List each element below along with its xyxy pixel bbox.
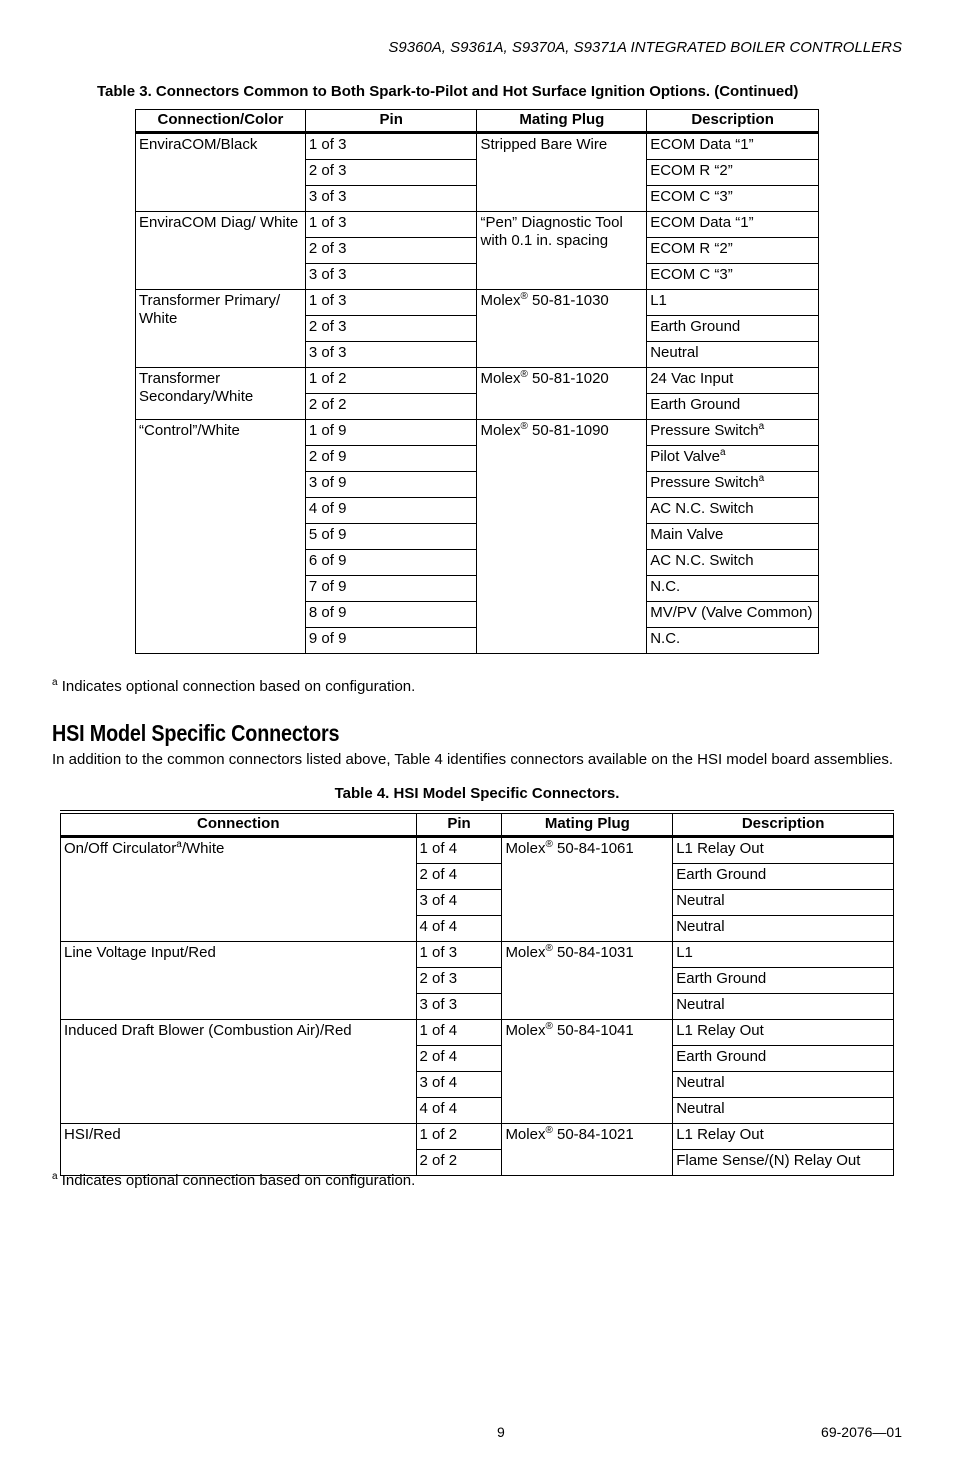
column-header: Connection/Color (136, 110, 306, 133)
hsi-connectors-table (60, 810, 894, 1176)
description-cell: Neutral (673, 916, 894, 942)
mating-plug-cell: Molex® 50-81-1020 (477, 368, 647, 420)
pin-cell: 2 of 4 (416, 1046, 502, 1072)
table-row (136, 133, 819, 160)
table-row (136, 290, 819, 316)
description-cell: N.C. (647, 628, 819, 654)
pin-cell: 9 of 9 (305, 628, 477, 654)
pin-cell: 2 of 3 (305, 160, 477, 186)
pin-cell: 3 of 3 (305, 264, 477, 290)
description-cell: Flame Sense/(N) Relay Out (673, 1150, 894, 1176)
page-number: 9 (497, 1424, 505, 1440)
pin-cell: 4 of 4 (416, 1098, 502, 1124)
table-row (61, 837, 894, 864)
table-row (136, 368, 819, 394)
description-cell: Earth Ground (673, 864, 894, 890)
pin-cell: 8 of 9 (305, 602, 477, 628)
description-cell: L1 (673, 942, 894, 968)
column-header: Connection (61, 812, 417, 837)
pin-cell: 4 of 4 (416, 916, 502, 942)
connectors-common-table (135, 109, 819, 654)
description-cell: Earth Ground (647, 394, 819, 420)
connection-cell: HSI/Red (61, 1124, 417, 1176)
mating-plug-cell: Molex® 50-81-1030 (477, 290, 647, 368)
pin-cell: 4 of 9 (305, 498, 477, 524)
mating-plug-cell: “Pen” Diagnostic Tool with 0.1 in. spacing (477, 212, 647, 290)
mating-plug-cell: Molex® 50-84-1041 (502, 1020, 673, 1124)
pin-cell: 7 of 9 (305, 576, 477, 602)
description-cell: Earth Ground (673, 968, 894, 994)
connection-cell: EnviraCOM/Black (136, 133, 306, 212)
table-row (61, 942, 894, 968)
description-cell: Neutral (673, 1072, 894, 1098)
pin-cell: 5 of 9 (305, 524, 477, 550)
description-cell: L1 Relay Out (673, 837, 894, 864)
pin-cell: 2 of 2 (416, 1150, 502, 1176)
pin-cell: 2 of 3 (305, 316, 477, 342)
description-cell: L1 Relay Out (673, 1020, 894, 1046)
mating-plug-cell: Molex® 50-84-1021 (502, 1124, 673, 1176)
mating-plug-cell: Molex® 50-84-1061 (502, 837, 673, 942)
table-row (136, 420, 819, 446)
description-cell: ECOM C “3” (647, 264, 819, 290)
pin-cell: 3 of 4 (416, 1072, 502, 1098)
description-cell: Pressure Switch$^a$ (647, 420, 819, 446)
pin-cell: 1 of 9 (305, 420, 477, 446)
description-cell: Neutral (673, 994, 894, 1020)
description-cell: Neutral (673, 890, 894, 916)
pin-cell: 3 of 9 (305, 472, 477, 498)
description-cell: N.C. (647, 576, 819, 602)
table4-caption: Table 4. HSI Model Specific Connectors. (334, 785, 620, 802)
table4-footnote: $^a$ Indicates optional connection based on configuration. (52, 1171, 416, 1189)
description-cell: AC N.C. Switch (647, 550, 819, 576)
table-header-row (61, 812, 894, 837)
description-cell: AC N.C. Switch (647, 498, 819, 524)
table3-footnote: $^a$ Indicates optional connection based on configuration. (52, 677, 416, 695)
table-row (61, 1020, 894, 1046)
pin-cell: 1 of 4 (416, 837, 502, 864)
pin-cell: 1 of 3 (305, 212, 477, 238)
description-cell: L1 (647, 290, 819, 316)
connection-cell: EnviraCOM Diag/ White (136, 212, 306, 290)
description-cell: 24 Vac Input (647, 368, 819, 394)
pin-cell: 1 of 2 (305, 368, 477, 394)
pin-cell: 3 of 3 (305, 186, 477, 212)
description-cell: L1 Relay Out (673, 1124, 894, 1150)
pin-cell: 2 of 4 (416, 864, 502, 890)
pin-cell: 1 of 3 (416, 942, 502, 968)
description-cell: Neutral (647, 342, 819, 368)
mating-plug-cell: Stripped Bare Wire (477, 133, 647, 212)
mating-plug-cell: Molex® 50-84-1031 (502, 942, 673, 1020)
description-cell: ECOM R “2” (647, 160, 819, 186)
column-header: Pin (305, 110, 477, 133)
description-cell: Pressure Switch$^a$ (647, 472, 819, 498)
pin-cell: 3 of 4 (416, 890, 502, 916)
pin-cell: 2 of 3 (416, 968, 502, 994)
pin-cell: 6 of 9 (305, 550, 477, 576)
pin-cell: 2 of 2 (305, 394, 477, 420)
connection-cell: Transformer Secondary/White (136, 368, 306, 420)
pin-cell: 1 of 3 (305, 290, 477, 316)
description-cell: ECOM Data “1” (647, 212, 819, 238)
mating-plug-cell: Molex® 50-81-1090 (477, 420, 647, 654)
description-cell: Pilot Valve$^a$ (647, 446, 819, 472)
description-cell: MV/PV (Valve Common) (647, 602, 819, 628)
description-cell: ECOM R “2” (647, 238, 819, 264)
column-header: Mating Plug (477, 110, 647, 133)
description-cell: Main Valve (647, 524, 819, 550)
connection-cell: Induced Draft Blower (Combustion Air)/Red (61, 1020, 417, 1124)
connection-cell: On/Off Circulator$^a$/White (61, 837, 417, 942)
pin-cell: 3 of 3 (416, 994, 502, 1020)
section-title: HSI Model Specific Connectors (52, 720, 340, 746)
pin-cell: 3 of 3 (305, 342, 477, 368)
section-intro: In addition to the common connectors listed above, Table 4 identifies connectors available on the HSI model board assemblies. (52, 751, 894, 768)
table3-caption: Table 3. Connectors Common to Both Spark-to-Pilot and Hot Surface Ignition Options. (Continued) (97, 83, 799, 100)
pin-cell: 1 of 3 (305, 133, 477, 160)
column-header: Description (647, 110, 819, 133)
connection-cell: Transformer Primary/ White (136, 290, 306, 368)
connection-cell: “Control”/White (136, 420, 306, 654)
connection-cell: Line Voltage Input/Red (61, 942, 417, 1020)
running-header: S9360A, S9361A, S9370A, S9371A INTEGRATED BOILER CONTROLLERS (388, 39, 902, 56)
column-header: Pin (416, 812, 502, 837)
pin-cell: 1 of 4 (416, 1020, 502, 1046)
description-cell: ECOM Data “1” (647, 133, 819, 160)
pin-cell: 2 of 9 (305, 446, 477, 472)
description-cell: Earth Ground (673, 1046, 894, 1072)
table-header-row (136, 110, 819, 133)
column-header: Description (673, 812, 894, 837)
pin-cell: 1 of 2 (416, 1124, 502, 1150)
pin-cell: 2 of 3 (305, 238, 477, 264)
table-row (61, 1124, 894, 1150)
column-header: Mating Plug (502, 812, 673, 837)
table-row (136, 212, 819, 238)
description-cell: Earth Ground (647, 316, 819, 342)
description-cell: Neutral (673, 1098, 894, 1124)
document-number: 69-2076—01 (821, 1424, 902, 1440)
description-cell: ECOM C “3” (647, 186, 819, 212)
